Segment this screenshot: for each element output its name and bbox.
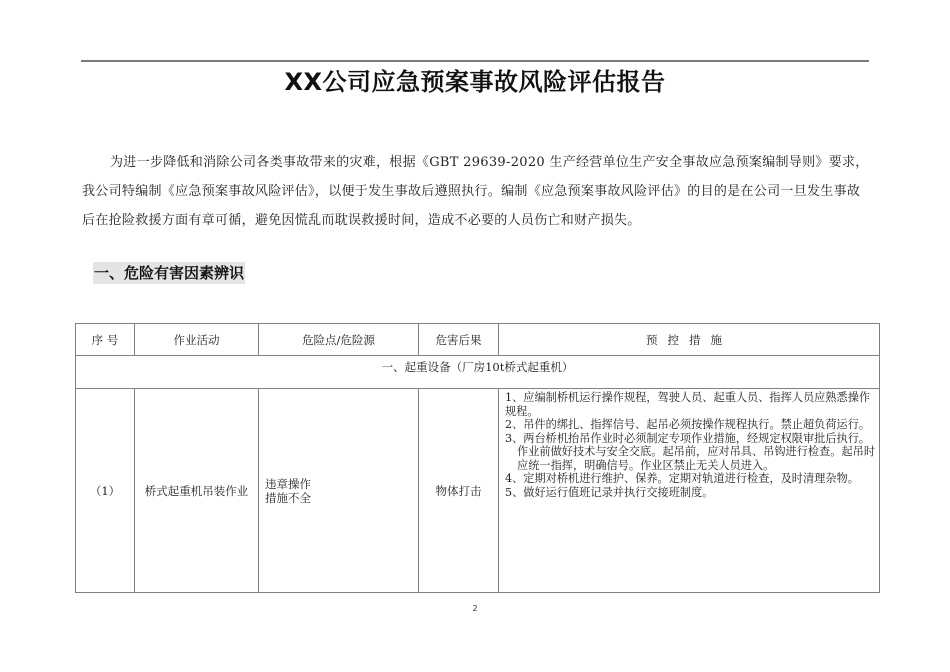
row-activity: 桥式起重机吊装作业 [135, 389, 259, 593]
measure-item: 2、吊件的绑扎、指挥信号、起吊必须按操作规程执行。禁止超负荷运行。 [505, 418, 871, 431]
document-title: XX公司应急预案事故风险评估报告 [284, 68, 666, 96]
category-label: 一、起重设备（厂房10t桥式起重机） [76, 356, 880, 389]
row-hazard [259, 389, 419, 593]
page-number: 2 [472, 604, 478, 613]
row-number: （1） [76, 389, 135, 593]
table-row [76, 389, 880, 593]
intro-paragraph: 为进一步降低和消除公司各类事故带来的灾难，根据《GBT 29639-2020 生产经营单位生产安全事故应急预案编制导则》要求，我公司特编制《应急预案事故风险评估》，以便于发生事故后遵照执行。编制《应急预案事故风险评估》的目的是在公司一旦发生事故后在抢险救援方面有章可循，避免因慌乱而耽误救援时间，造成不必要的人员伤亡和财产损失。 [82, 155, 869, 228]
header-rule [81, 60, 869, 62]
row-consequence: 物体打击 [419, 389, 499, 593]
header-activity: 作业活动 [135, 324, 259, 356]
header-measures [499, 324, 880, 356]
hazard-item: 违章操作 [265, 476, 311, 491]
section-heading: 一、危险有害因素辨识 [94, 264, 245, 282]
header-no: 序 号 [76, 324, 135, 356]
measure-item: 1、应编制桥机运行操作规程，驾驶人员、起重人员、指挥人员应熟悉操作规程。 [505, 391, 871, 418]
table-header-row [76, 324, 880, 356]
category-row [76, 356, 880, 389]
measure-item: 3、两台桥机抬吊作业时必须制定专项作业措施，经规定权限审批后执行。作业前做好技术与安全交底。起吊前，应对吊具、吊钩进行检查。起吊时应统一指挥，明确信号。作业区禁止无关人员进入。 [505, 431, 876, 472]
measure-item: 5、做好运行值班记录并执行交接班制度。 [505, 485, 714, 499]
header-consequence: 危害后果 [419, 324, 499, 356]
header-measures-label: 预控措施 [646, 332, 732, 347]
measure-item: 4、定期对桥机进行维护、保养。定期对轨道进行检查，及时清理杂物。 [505, 472, 859, 485]
hazard-item: 措施不全 [265, 490, 311, 505]
row-measures [499, 389, 880, 593]
header-hazard: 危险点/危险源 [259, 324, 419, 356]
risk-identification-table [75, 323, 880, 593]
